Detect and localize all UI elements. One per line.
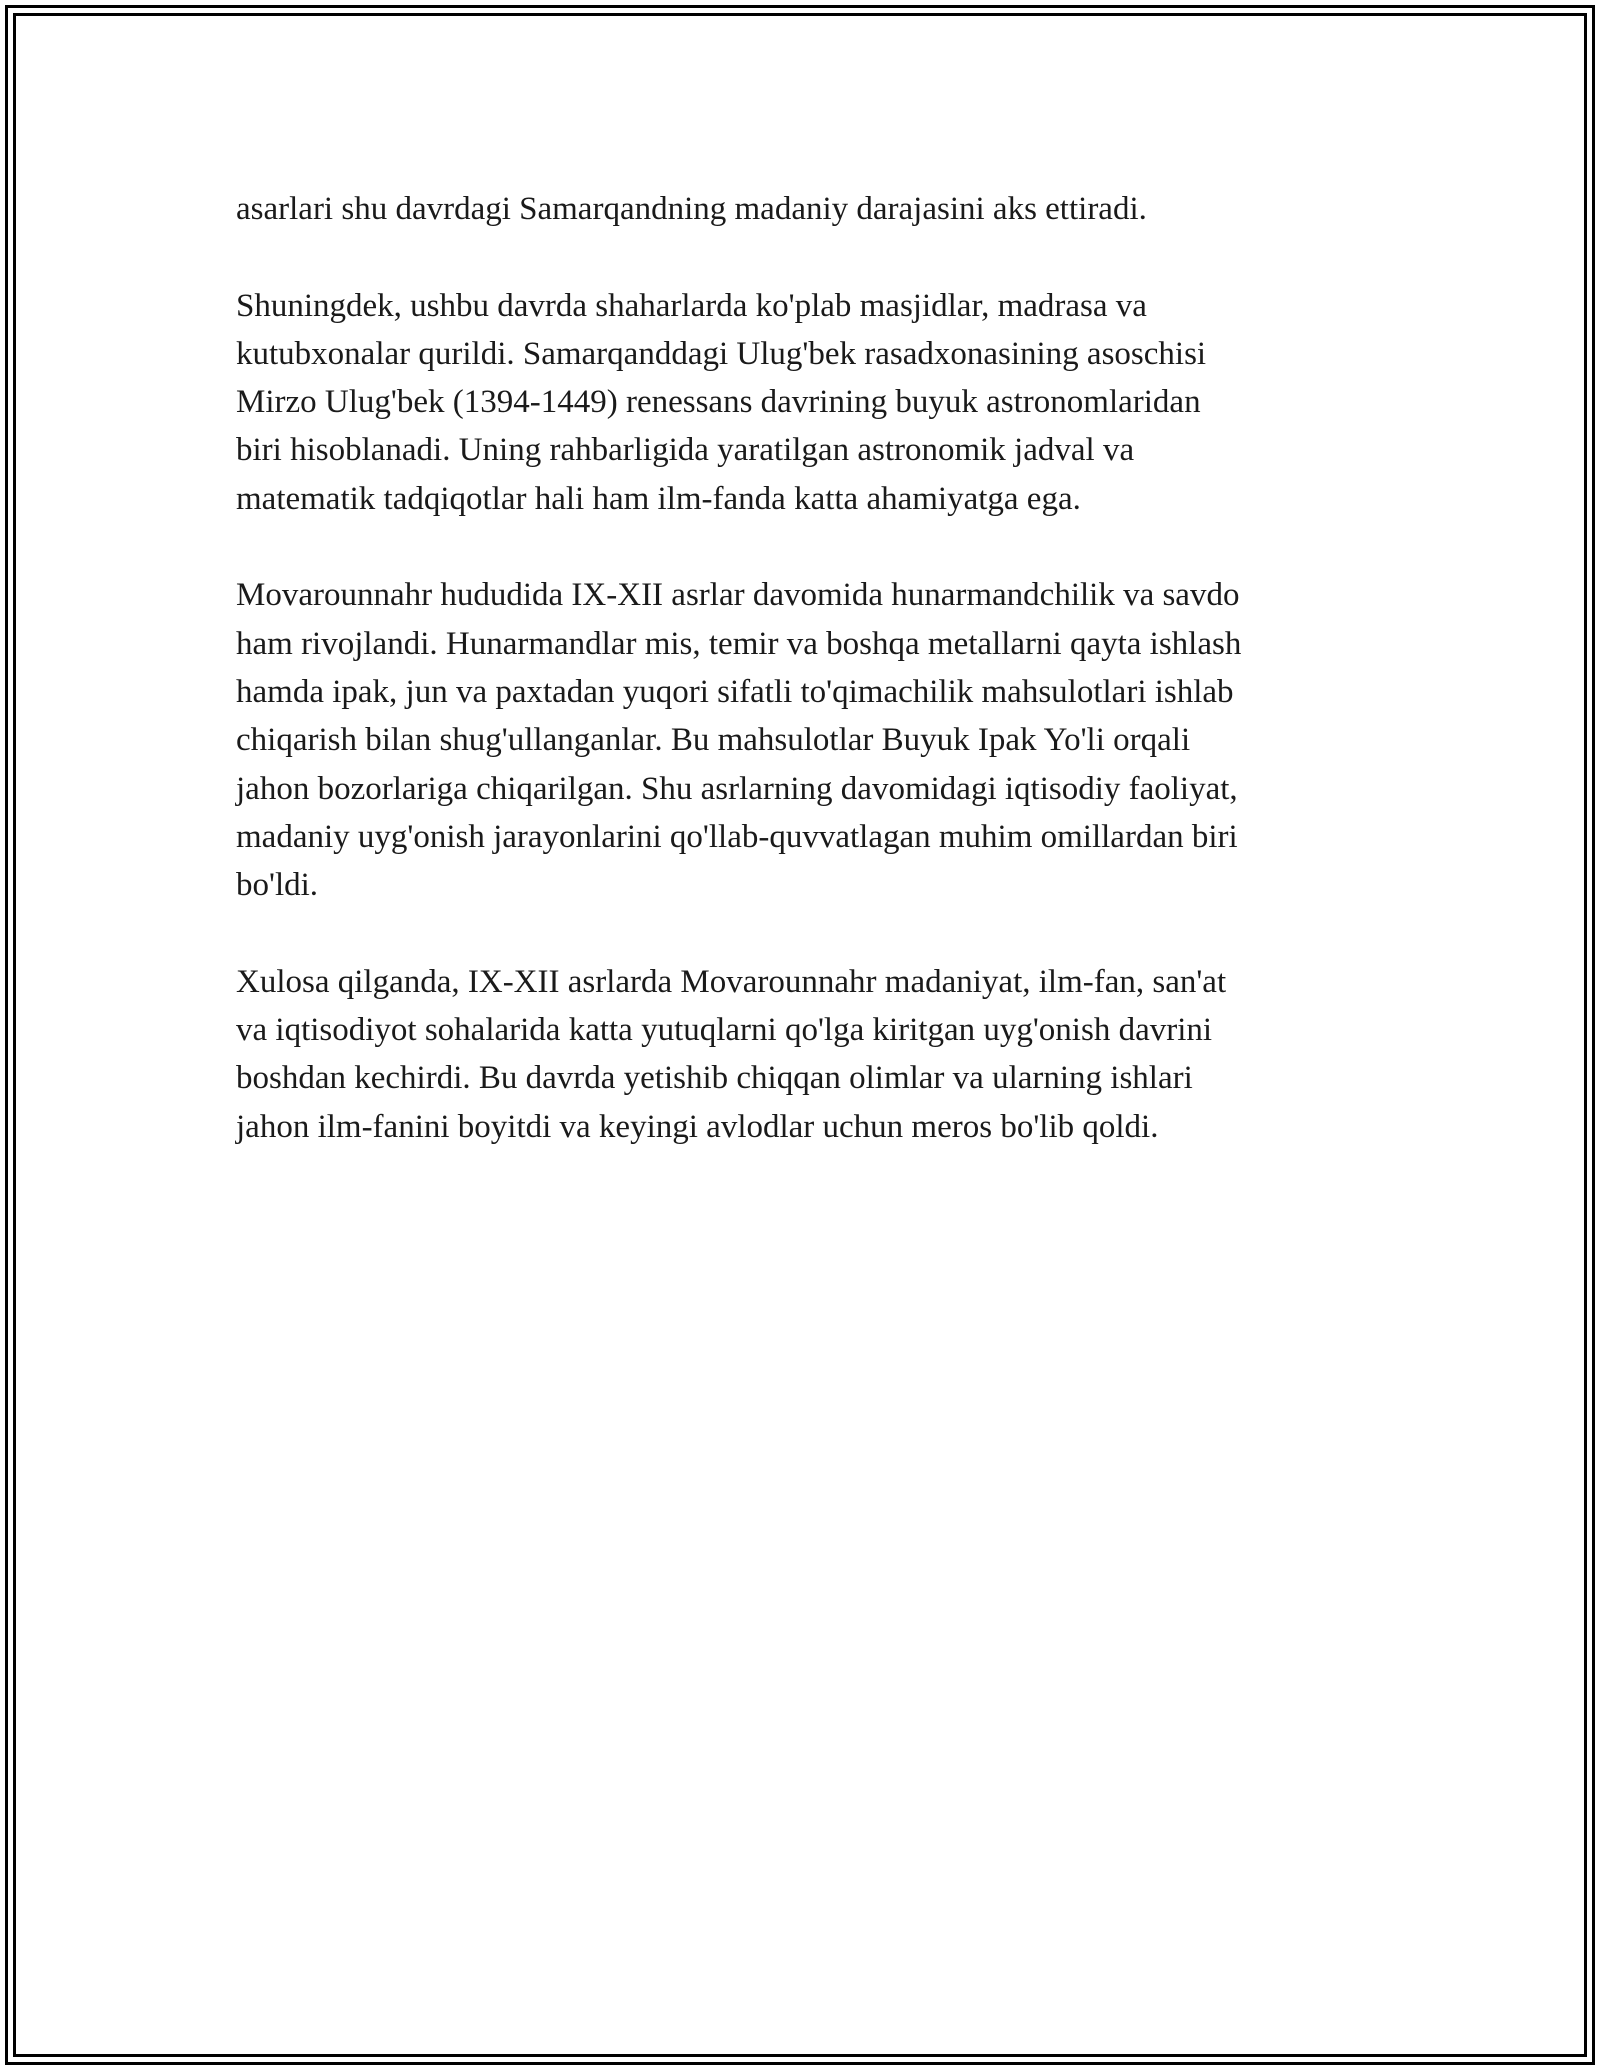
text-line: jahon ilm-fanini boyitdi va keyingi avlodlar uchun meros bo'lib qoldi. bbox=[236, 1108, 1159, 1145]
document-body bbox=[236, 185, 1376, 1199]
text-line: kutubxonalar qurildi. Samarqanddagi Ulug'bek rasadxonasining asoschisi bbox=[236, 335, 1207, 372]
text-line: madaniy uyg'onish jarayonlarini qo'llab-quvvatlagan muhim omillardan biri bbox=[236, 818, 1238, 855]
text-line: Mirzo Ulug'bek (1394-1449) renessans davrining buyuk astronomlaridan bbox=[236, 384, 1201, 421]
text-line: bo'ldi. bbox=[236, 867, 319, 904]
paragraph-2 bbox=[236, 282, 1376, 523]
text-line: chiqarish bilan shug'ullanganlar. Bu mahsulotlar Buyuk Ipak Yo'li orqali bbox=[236, 722, 1191, 759]
text-line: Xulosa qilganda, IX-XII asrlarda Movarounnahr madaniyat, ilm-fan, san'at bbox=[236, 963, 1227, 1000]
text-line: biri hisoblanadi. Uning rahbarligida yaratilgan astronomik jadval va bbox=[236, 432, 1135, 469]
text-line: matematik tadqiqotlar hali ham ilm-fanda katta ahamiyatga ega. bbox=[236, 480, 1081, 517]
text-line: hamda ipak, jun va paxtadan yuqori sifatli to'qimachilik mahsulotlari ishlab bbox=[236, 673, 1234, 710]
text-line: asarlari shu davrdagi Samarqandning madaniy darajasini aks ettiradi. bbox=[236, 191, 1147, 227]
paragraph-4 bbox=[236, 958, 1376, 1151]
text-line: va iqtisodiyot sohalarida katta yutuqlarni qo'lga kiritgan uyg'onish davrini bbox=[236, 1012, 1213, 1049]
paragraph-3 bbox=[236, 571, 1376, 909]
text-line: jahon bozorlariga chiqarilgan. Shu asrlarning davomidagi iqtisodiy faoliyat, bbox=[236, 770, 1238, 807]
paragraph-1 bbox=[236, 185, 1376, 233]
text-line: ham rivojlandi. Hunarmandlar mis, temir va boshqa metallarni qayta ishlash bbox=[236, 625, 1242, 662]
text-line: Shuningdek, ushbu davrda shaharlarda ko'plab masjidlar, madrasa va bbox=[236, 287, 1147, 324]
text-line: boshdan kechirdi. Bu davrda yetishib chiqqan olimlar va ularning ishlari bbox=[236, 1060, 1193, 1097]
text-line: Movarounnahr hududida IX-XII asrlar davomida hunarmandchilik va savdo bbox=[236, 577, 1240, 614]
